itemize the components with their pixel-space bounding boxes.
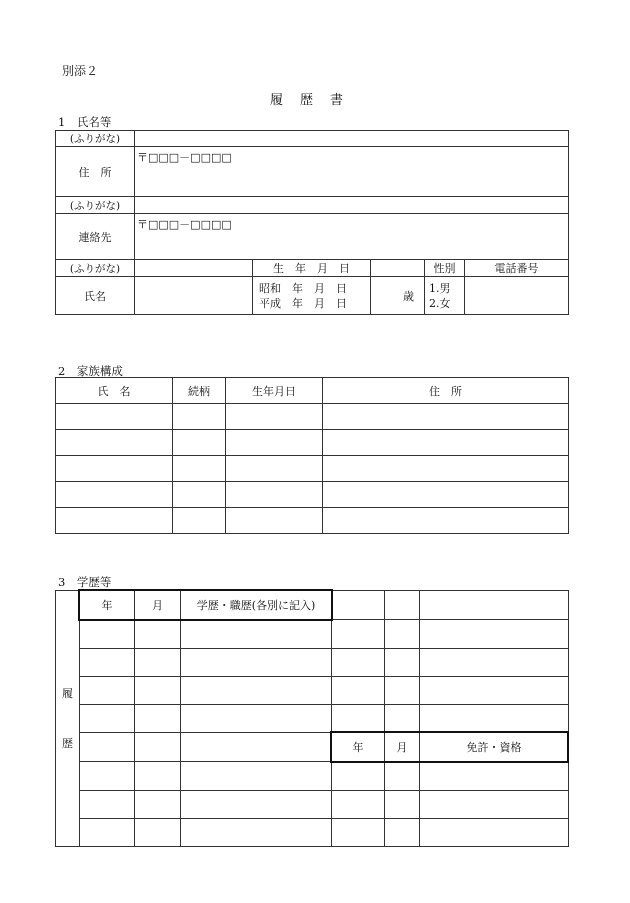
family-cell[interactable]: [226, 430, 323, 456]
era-heisei: 平成 年 月 日: [259, 296, 347, 310]
birthdate-cell[interactable]: [253, 277, 371, 315]
license-cell[interactable]: [385, 762, 420, 791]
family-cell[interactable]: [56, 456, 173, 482]
postal-template: 〒□□□－□□□□: [137, 151, 232, 164]
license-month-header: 月: [385, 733, 420, 762]
license-cell[interactable]: [385, 591, 420, 620]
history-cell[interactable]: [135, 705, 181, 733]
license-cell[interactable]: [385, 705, 420, 733]
history-month-header: 月: [135, 591, 181, 620]
name-input[interactable]: [135, 277, 253, 315]
license-cell[interactable]: [332, 791, 385, 819]
history-cell[interactable]: [80, 649, 135, 677]
age-cell[interactable]: [371, 277, 425, 315]
family-cell[interactable]: [56, 482, 173, 508]
family-cell[interactable]: [323, 404, 569, 430]
history-cell[interactable]: [181, 733, 332, 762]
family-cell[interactable]: [226, 404, 323, 430]
license-cell[interactable]: [420, 591, 569, 620]
license-year-header: 年: [332, 733, 385, 762]
family-cell[interactable]: [173, 404, 226, 430]
family-cell[interactable]: [56, 430, 173, 456]
license-cell[interactable]: [385, 791, 420, 819]
phone-header: 電話番号: [465, 260, 569, 277]
family-cell[interactable]: [56, 404, 173, 430]
section3-heading: 3 学歴等: [58, 575, 112, 589]
license-cell[interactable]: [385, 620, 420, 649]
furigana-label: (ふりがな): [56, 197, 135, 214]
license-cell[interactable]: [420, 677, 569, 705]
era-showa: 昭和 年 月 日: [259, 281, 347, 295]
table-row: [56, 819, 569, 847]
furigana-label: (ふりがな): [56, 131, 135, 147]
table-row: [56, 791, 569, 819]
table-row: [56, 508, 569, 534]
family-cell[interactable]: [173, 430, 226, 456]
side-char-2: 歴: [62, 736, 73, 750]
history-cell[interactable]: [181, 649, 332, 677]
family-cell[interactable]: [173, 456, 226, 482]
table-row: [56, 705, 569, 733]
history-header: 学歴・職歴(各別に記入): [181, 591, 332, 620]
side-char-1: 履: [62, 686, 73, 700]
table-row: [56, 482, 569, 508]
history-cell[interactable]: [135, 762, 181, 791]
table-row: [56, 404, 569, 430]
family-col-relation: 続柄: [173, 378, 226, 404]
family-cell[interactable]: [56, 508, 173, 534]
table-row: [56, 430, 569, 456]
address-input[interactable]: [135, 147, 569, 197]
age-header-cell: [371, 260, 425, 277]
section1-heading: 1 氏名等: [58, 115, 112, 129]
contact-input[interactable]: [135, 214, 569, 260]
age-unit: 歳: [403, 289, 414, 303]
license-cell[interactable]: [420, 762, 569, 791]
family-col-birth: 生年月日: [226, 378, 323, 404]
history-cell[interactable]: [181, 762, 332, 791]
family-cell[interactable]: [226, 482, 323, 508]
history-cell[interactable]: [181, 677, 332, 705]
table-row: [56, 762, 569, 791]
history-cell[interactable]: [135, 819, 181, 847]
family-cell[interactable]: [323, 482, 569, 508]
family-cell[interactable]: [323, 508, 569, 534]
table-row: [56, 456, 569, 482]
section2-heading: 2 家族構成: [58, 364, 123, 378]
gender-male: 1.男: [429, 281, 451, 295]
name-furigana-input[interactable]: [135, 260, 253, 277]
postal-template: 〒□□□－□□□□: [137, 218, 232, 231]
family-col-name: 氏 名: [56, 378, 173, 404]
license-cell[interactable]: [332, 705, 385, 733]
license-cell[interactable]: [332, 819, 385, 847]
family-cell[interactable]: [226, 508, 323, 534]
family-cell[interactable]: [226, 456, 323, 482]
contact-label: 連絡先: [56, 214, 135, 260]
family-cell[interactable]: [323, 456, 569, 482]
history-cell[interactable]: [135, 620, 181, 649]
furigana-label: (ふりがな): [56, 260, 135, 277]
history-cell[interactable]: [135, 791, 181, 819]
history-table: [55, 590, 569, 847]
address-label: 住 所: [56, 147, 135, 197]
history-cell[interactable]: [80, 819, 135, 847]
table-row: [56, 733, 569, 762]
license-cell[interactable]: [385, 677, 420, 705]
page-title: 履 歴 書: [270, 93, 346, 108]
history-cell[interactable]: [181, 791, 332, 819]
table-row: [56, 649, 569, 677]
history-side-label: [56, 591, 80, 847]
table-row: [56, 620, 569, 649]
license-cell[interactable]: [332, 620, 385, 649]
license-cell[interactable]: [332, 649, 385, 677]
table-row: [56, 677, 569, 705]
birthdate-header: 生 年 月 日: [253, 260, 371, 277]
history-cell[interactable]: [80, 733, 135, 762]
family-table: [55, 377, 569, 534]
family-cell[interactable]: [173, 508, 226, 534]
license-cell[interactable]: [420, 791, 569, 819]
history-year-header: 年: [80, 591, 135, 620]
phone-input[interactable]: [465, 277, 569, 315]
history-cell[interactable]: [135, 677, 181, 705]
gender-cell[interactable]: [425, 277, 465, 315]
license-cell[interactable]: [332, 677, 385, 705]
license-cell[interactable]: [385, 649, 420, 677]
history-cell[interactable]: [181, 705, 332, 733]
license-cell[interactable]: [420, 620, 569, 649]
family-col-address: 住 所: [323, 378, 569, 404]
personal-info-table: [55, 130, 569, 315]
license-cell[interactable]: [332, 591, 385, 620]
license-cell[interactable]: [420, 819, 569, 847]
contact-furigana-input[interactable]: [135, 197, 569, 214]
history-cell[interactable]: [135, 649, 181, 677]
family-cell[interactable]: [173, 482, 226, 508]
family-cell[interactable]: [323, 430, 569, 456]
license-cell[interactable]: [332, 762, 385, 791]
history-cell[interactable]: [181, 620, 332, 649]
gender-female: 2.女: [429, 296, 451, 310]
history-cell[interactable]: [80, 677, 135, 705]
history-cell[interactable]: [181, 819, 332, 847]
history-cell[interactable]: [80, 705, 135, 733]
license-cell[interactable]: [385, 819, 420, 847]
name-label: 氏名: [56, 277, 135, 315]
history-cell[interactable]: [80, 791, 135, 819]
attachment-label: 別添２: [62, 64, 99, 78]
license-cell[interactable]: [420, 705, 569, 733]
license-cell[interactable]: [420, 649, 569, 677]
address-furigana-input[interactable]: [135, 131, 569, 147]
history-cell[interactable]: [135, 733, 181, 762]
gender-header: 性別: [425, 260, 465, 277]
license-header: 免許・資格: [420, 733, 569, 762]
history-cell[interactable]: [80, 762, 135, 791]
history-cell[interactable]: [80, 620, 135, 649]
